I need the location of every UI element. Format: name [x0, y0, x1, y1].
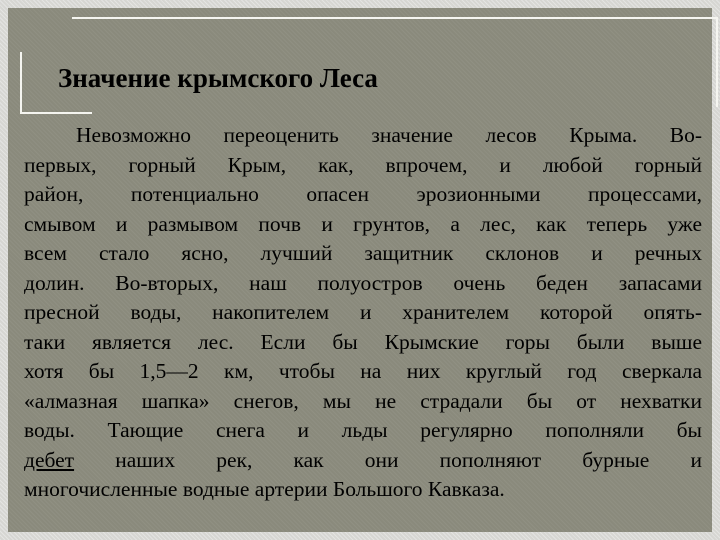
body-line-9: хотя бы 1,5—2 км, чтобы на них круглый год сверкала: [24, 359, 702, 383]
body-line-12: [24, 446, 702, 476]
body-line-12-word: бурные: [582, 447, 650, 472]
body-line-12-word: и: [690, 447, 702, 472]
body-line-12-word: нашиx: [115, 447, 176, 472]
body-line-7: пресной воды, накопителем и хранителем которой опять-: [24, 300, 702, 324]
slide-panel: [8, 8, 712, 532]
body-line-10: «алмазная шапка» снегов, мы не страдали бы от нехватки: [24, 388, 702, 413]
body-line-4: смывом и размывом почв и грунтов, а лес, как теперь уже: [24, 211, 702, 236]
body-line-6: долин. Во-вторых, наш полуостров очень беден запасами: [24, 270, 702, 295]
body-line-5: всем стало ясно, лучший защитник склонов и речных: [24, 241, 702, 265]
body-line-8: таки является лес. Если бы Крымские горы были выше: [24, 329, 702, 354]
slide-title: Значение крымского Леса: [58, 63, 378, 93]
body-line-11: воды. Тающие снега и льды регулярно пополняли бы: [24, 418, 702, 442]
slide-body-text: [24, 121, 702, 505]
body-line-12-word: пополняют: [439, 447, 542, 472]
body-line-13: многочисленные водные артерии Большого Кавказа.: [24, 477, 505, 501]
body-line-12-word: они: [364, 447, 399, 472]
body-line-3: район, потенциально опасен эрозионными процессами,: [24, 182, 702, 206]
body-line-12-word: как: [293, 447, 324, 472]
body-line-1: Невозможно переоценить значение лесов Крыма. Во-: [76, 123, 702, 147]
underlined-word: дебет: [24, 447, 75, 472]
body-line-12-word: рек,: [216, 447, 253, 472]
title-frame: [14, 12, 720, 114]
body-line-2: первых, горный Крым, как, впрочем, и любой горный: [24, 152, 702, 177]
